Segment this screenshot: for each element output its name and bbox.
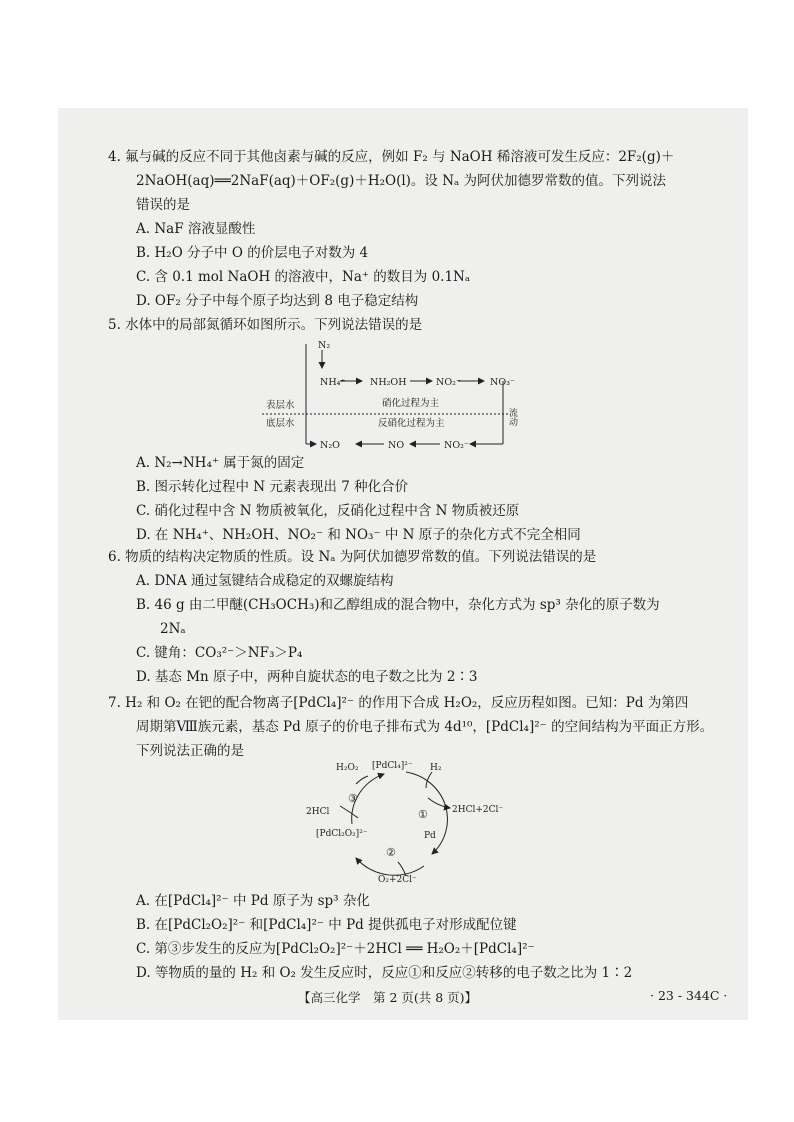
h2o2-label: H₂O₂ bbox=[336, 763, 359, 773]
q5-stem: 5. 水体中的局部氮循环如图所示。下列说法错误的是 bbox=[108, 317, 423, 333]
q5-option-b: B. 图示转化过程中 N 元素表现出 7 种化合价 bbox=[136, 479, 409, 495]
n2o-label: N₂O bbox=[320, 440, 340, 450]
q7-option-d: D. 等物质的量的 H₂ 和 O₂ 发生反应时，反应①和反应②转移的电子数之比为 1∶2 bbox=[136, 965, 633, 981]
q6-option-b-cont: 2Nₐ bbox=[160, 621, 186, 637]
q4-option-c: C. 含 0.1 mol NaOH 的溶液中，Na⁺ 的数目为 0.1Nₐ bbox=[136, 269, 471, 285]
q4-stem-line-2: 2NaOH(aq)══2NaF(aq)＋OF₂(g)＋H₂O(l)。设 Nₐ 为阿伏加德罗常数的值。下列说法 bbox=[136, 173, 667, 189]
nh2oh-label: NH₂OH bbox=[370, 377, 407, 388]
step-3-label: ③ bbox=[348, 792, 358, 805]
nh4-label: NH₄⁺ bbox=[320, 377, 346, 388]
pdcl4-label: [PdCl₄]²⁻ bbox=[372, 761, 413, 771]
q4-option-a: A. NaF 溶液显酸性 bbox=[136, 221, 256, 237]
q6-option-b: B. 46 g 由二甲醚(CH₃OCH₃)和乙醇组成的混合物中，杂化方式为 sp³ 杂化的原子数为 bbox=[136, 597, 660, 613]
no-label: NO bbox=[388, 440, 405, 450]
q7-option-b: B. 在[PdCl₂O₂]²⁻ 和[PdCl₄]²⁻ 中 Pd 提供孤电子对形成配位键 bbox=[136, 917, 517, 933]
surface-water-label: 表层水 bbox=[266, 400, 295, 411]
hcl-in-label: 2HCl bbox=[306, 807, 330, 817]
q4-stem-line-1: 4. 氟与碱的反应不同于其他卤素与碱的反应，例如 F₂ 与 NaOH 稀溶液可发生反应：2F₂(g)＋ bbox=[108, 149, 675, 165]
q6-stem: 6. 物质的结构决定物质的性质。设 Nₐ 为阿伏加德罗常数的值。下列说法错误的是 bbox=[108, 549, 597, 565]
step-1-label: ① bbox=[418, 808, 428, 821]
q6-option-d: D. 基态 Mn 原子中，两种自旋状态的电子数之比为 2∶3 bbox=[136, 669, 478, 685]
nitrification-label: 硝化过程为主 bbox=[382, 398, 440, 409]
denitrification-label: 反硝化过程为主 bbox=[378, 418, 445, 429]
q5-option-d: D. 在 NH₄⁺、NH₂OH、NO₂⁻ 和 NO₃⁻ 中 N 原子的杂化方式不完全相同 bbox=[136, 527, 581, 543]
q7-option-a: A. 在[PdCl₄]²⁻ 中 Pd 原子为 sp³ 杂化 bbox=[136, 893, 370, 909]
q7-stem-line-3: 下列说法正确的是 bbox=[136, 743, 244, 759]
o2-label: O₂+2Cl⁻ bbox=[378, 875, 417, 885]
no2-bottom-label: NO₂⁻ bbox=[444, 440, 469, 450]
catalytic-cycle-diagram bbox=[298, 758, 508, 886]
q7-stem-line-2: 周期第Ⅷ族元素，基态 Pd 原子的价电子排布式为 4d¹⁰，[PdCl₄]²⁻ 的空间结构为平面正方形。 bbox=[136, 719, 714, 735]
q6-option-c: C. 键角：CO₃²⁻＞NF₃＞P₄ bbox=[136, 645, 303, 661]
q4-option-d: D. OF₂ 分子中每个原子均达到 8 电子稳定结构 bbox=[136, 293, 419, 309]
q6-option-a: A. DNA 通过氢键结合成稳定的双螺旋结构 bbox=[136, 573, 394, 589]
q5-option-c: C. 硝化过程中含 N 物质被氧化，反硝化过程中含 N 物质被还原 bbox=[136, 503, 520, 519]
pd-label: Pd bbox=[424, 831, 436, 841]
paper-code: · 23 - 344C · bbox=[650, 988, 728, 1003]
no2-top-label: NO₂⁻ bbox=[436, 377, 461, 388]
h2-label: H₂ bbox=[430, 763, 442, 773]
page-footer: 【高三化学 第 2 页(共 8 页)】 bbox=[298, 990, 478, 1005]
step-2-label: ② bbox=[386, 846, 396, 859]
q4-stem-line-3: 错误的是 bbox=[136, 197, 190, 213]
q7-option-c: C. 第③步发生的反应为[PdCl₂O₂]²⁻＋2HCl ══ H₂O₂＋[PdCl₄]²⁻ bbox=[136, 941, 535, 957]
q5-option-a: A. N₂→NH₄⁺ 属于氮的固定 bbox=[136, 455, 305, 471]
bottom-water-label: 底层水 bbox=[266, 418, 295, 429]
hcl-out-label: 2HCl+2Cl⁻ bbox=[452, 805, 504, 815]
flow-label: 流动 bbox=[507, 408, 517, 426]
q7-stem-line-1: 7. H₂ 和 O₂ 在钯的配合物离子[PdCl₄]²⁻ 的作用下合成 H₂O₂，反应历程如图。已知：Pd 为第四 bbox=[108, 695, 689, 711]
pdcl2o2-label: [PdCl₂O₂]²⁻ bbox=[316, 829, 368, 839]
no3-label: NO₃⁻ bbox=[490, 377, 515, 388]
n2-label: N₂ bbox=[318, 340, 331, 351]
nitrogen-cycle-diagram bbox=[262, 338, 532, 450]
q4-option-b: B. H₂O 分子中 O 的价层电子对数为 4 bbox=[136, 245, 369, 261]
